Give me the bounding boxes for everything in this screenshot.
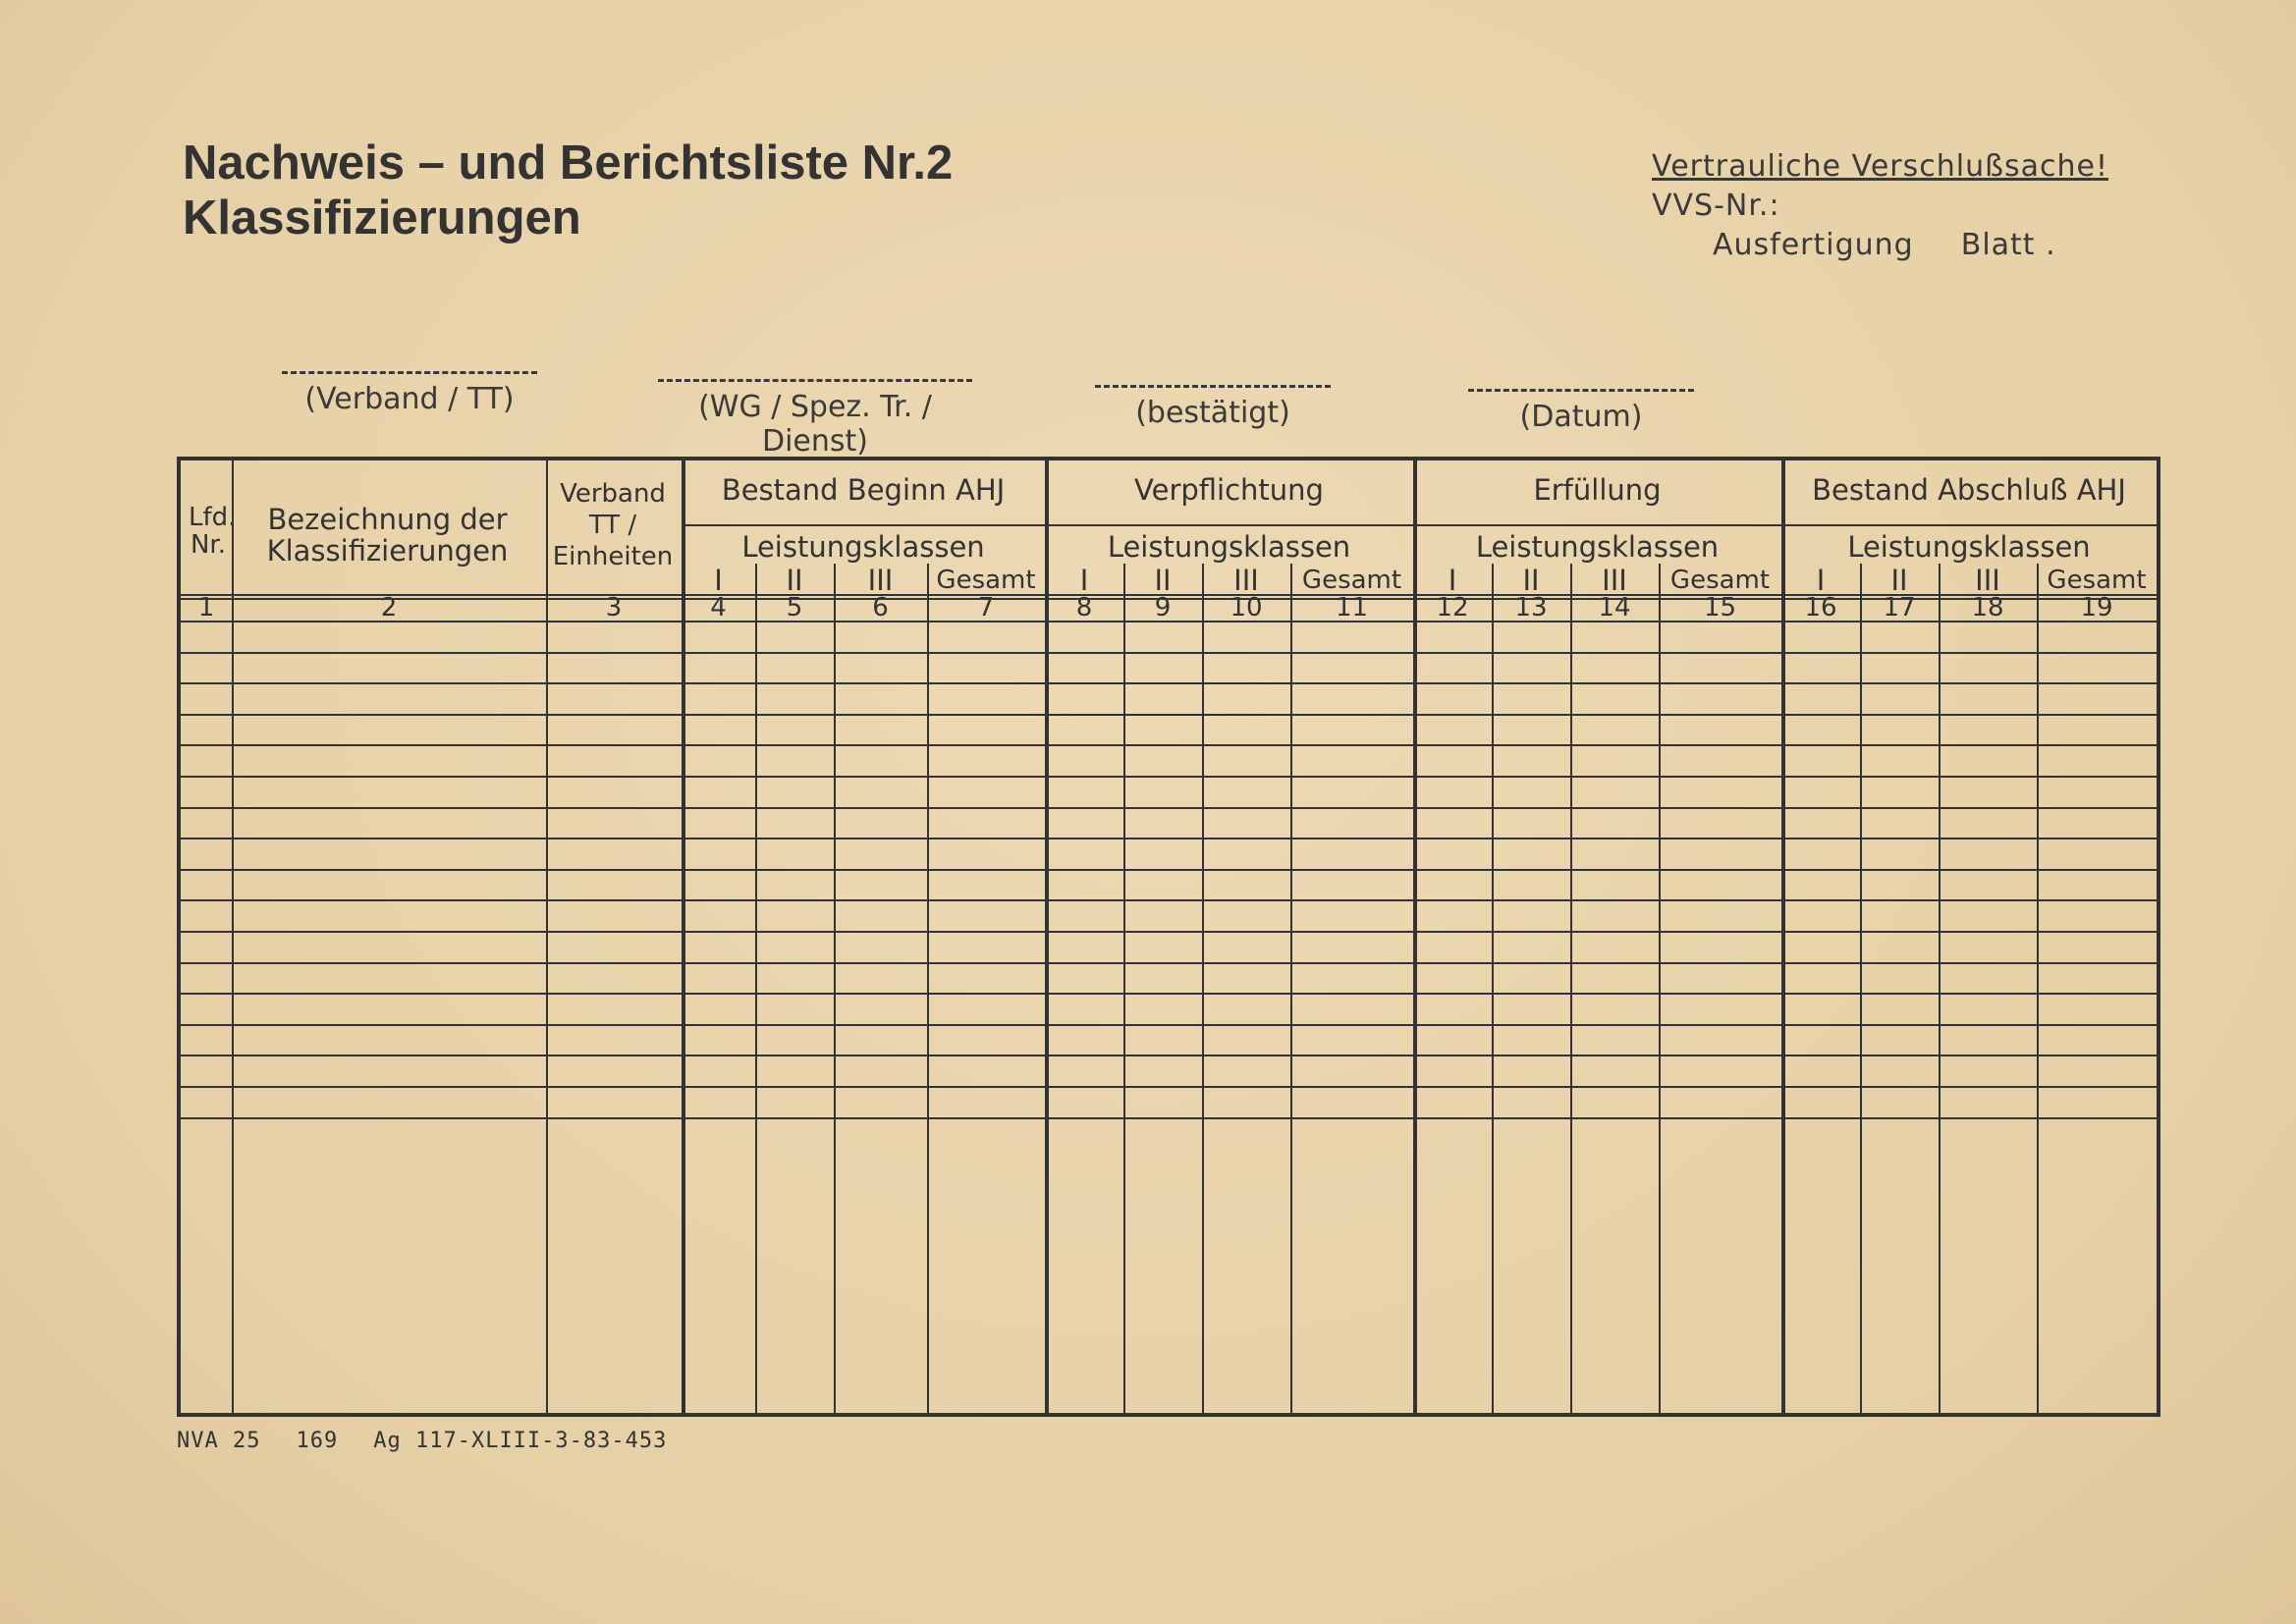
- class-label: Gesamt: [2047, 566, 2147, 595]
- column-number: 7: [977, 593, 995, 623]
- col3-header-line3: Einheiten: [552, 542, 674, 571]
- class-label: II: [1890, 564, 1908, 597]
- class-label: III: [1233, 564, 1259, 597]
- confirmed-line: [1095, 385, 1331, 388]
- table-row[interactable]: [181, 714, 2157, 745]
- col1-header-line2: Nr.: [190, 530, 227, 560]
- table-row[interactable]: [181, 869, 2157, 900]
- title-line-2: Klassifizierungen: [183, 191, 581, 244]
- wg-field[interactable]: [648, 379, 982, 459]
- column-number: 3: [605, 593, 623, 623]
- table-row[interactable]: [181, 807, 2157, 839]
- wg-line: [658, 379, 972, 382]
- col3-header-line1: Verband: [560, 479, 666, 509]
- verband-label: (Verband / TT): [304, 382, 515, 416]
- group-subtitle: Leistungsklassen: [1847, 530, 2091, 564]
- confirmed-field[interactable]: [1090, 385, 1336, 430]
- col3-header-line2: TT /: [588, 511, 637, 540]
- col3-header: [550, 478, 676, 572]
- group-title: Bestand Abschluß AHJ: [1812, 473, 2126, 507]
- group-title: Erfüllung: [1533, 473, 1662, 507]
- class-label: Gesamt: [1301, 566, 1402, 595]
- column-number: 2: [380, 593, 398, 623]
- group-title: Bestand Beginn AHJ: [721, 473, 1006, 507]
- date-field[interactable]: [1463, 389, 1699, 434]
- column-number: 19: [2080, 593, 2113, 623]
- table-row[interactable]: [181, 744, 2157, 776]
- col2-header: [238, 504, 537, 567]
- column-number: 6: [872, 593, 889, 623]
- table-row[interactable]: [181, 776, 2157, 807]
- form-number: 169: [296, 1429, 339, 1453]
- table-row[interactable]: [181, 838, 2157, 869]
- table-row[interactable]: [181, 993, 2157, 1024]
- class-label: Gesamt: [1669, 566, 1771, 595]
- column-number: 18: [1971, 593, 2004, 623]
- ausfertigung-label: Ausfertigung: [1713, 228, 1914, 262]
- column-number: 14: [1598, 593, 1631, 623]
- form-code: NVA 25: [177, 1429, 261, 1453]
- col2-header-line1: Bezeichnung der: [267, 503, 508, 536]
- table-row[interactable]: [181, 1055, 2157, 1086]
- table-row[interactable]: [181, 962, 2157, 994]
- class-label: II: [1154, 564, 1172, 597]
- class-label: I: [1079, 564, 1089, 597]
- class-label: III: [867, 564, 894, 597]
- wg-label: (WG / Spez. Tr. / Dienst): [698, 390, 932, 459]
- confirmed-label: (bestätigt): [1135, 396, 1290, 430]
- column-number: 12: [1436, 593, 1469, 623]
- class-label: III: [1602, 564, 1627, 597]
- class-label: I: [1448, 564, 1457, 597]
- table-row[interactable]: [181, 652, 2157, 683]
- column-number: 11: [1335, 593, 1369, 623]
- group-title-divider: [682, 524, 2157, 526]
- column-number: 1: [197, 593, 215, 623]
- form-footer: [177, 1429, 702, 1453]
- class-label: I: [1816, 564, 1826, 597]
- table-row[interactable]: [181, 931, 2157, 962]
- class-label: II: [1522, 564, 1540, 597]
- column-number: 15: [1703, 593, 1737, 623]
- group-subtitle: Leistungsklassen: [1107, 530, 1351, 564]
- column-number: 4: [710, 593, 727, 623]
- table-row[interactable]: [181, 682, 2157, 714]
- col1-header: [189, 503, 237, 560]
- classification-heading: Vertrauliche Verschlußsache!: [1652, 149, 2109, 184]
- verband-field[interactable]: [277, 371, 542, 416]
- table-row[interactable]: [181, 1024, 2157, 1056]
- table-row[interactable]: [181, 899, 2157, 931]
- print-reference: Ag 117-XLIII-3-83-453: [373, 1429, 668, 1453]
- column-number: 8: [1075, 593, 1093, 623]
- column-number: 10: [1230, 593, 1263, 623]
- blatt-label: Blatt .: [1960, 228, 2056, 262]
- vvs-number-label: VVS-Nr.:: [1652, 189, 1780, 223]
- date-label: (Datum): [1519, 400, 1643, 434]
- column-number: 13: [1514, 593, 1548, 623]
- table-row[interactable]: [181, 621, 2157, 652]
- title-line-1: Nachweis – und Berichtsliste Nr.2: [183, 136, 954, 189]
- column-number: 9: [1154, 593, 1172, 623]
- table-row[interactable]: [181, 1086, 2157, 1117]
- class-label: III: [1975, 564, 2000, 597]
- table-row[interactable]: [181, 1117, 2157, 1149]
- class-label: II: [786, 564, 803, 597]
- column-number: 17: [1883, 593, 1916, 623]
- group-subtitle: Leistungsklassen: [741, 530, 985, 564]
- copy-sheet-line: [1652, 226, 2108, 265]
- group-title: Verpflichtung: [1134, 473, 1324, 507]
- class-label: I: [714, 564, 723, 597]
- col1-header-line1: Lfd.: [189, 503, 237, 532]
- classification-block: [1652, 147, 2108, 265]
- column-number: 5: [786, 593, 803, 623]
- verband-line: [282, 371, 537, 374]
- date-line: [1468, 389, 1694, 392]
- group-subtitle: Leistungsklassen: [1475, 530, 1720, 564]
- column-number: 16: [1804, 593, 1837, 623]
- form-title: [183, 135, 953, 245]
- classification-table: [177, 457, 2160, 1417]
- class-label: Gesamt: [936, 566, 1036, 595]
- col2-header-line2: Klassifizierungen: [266, 534, 509, 568]
